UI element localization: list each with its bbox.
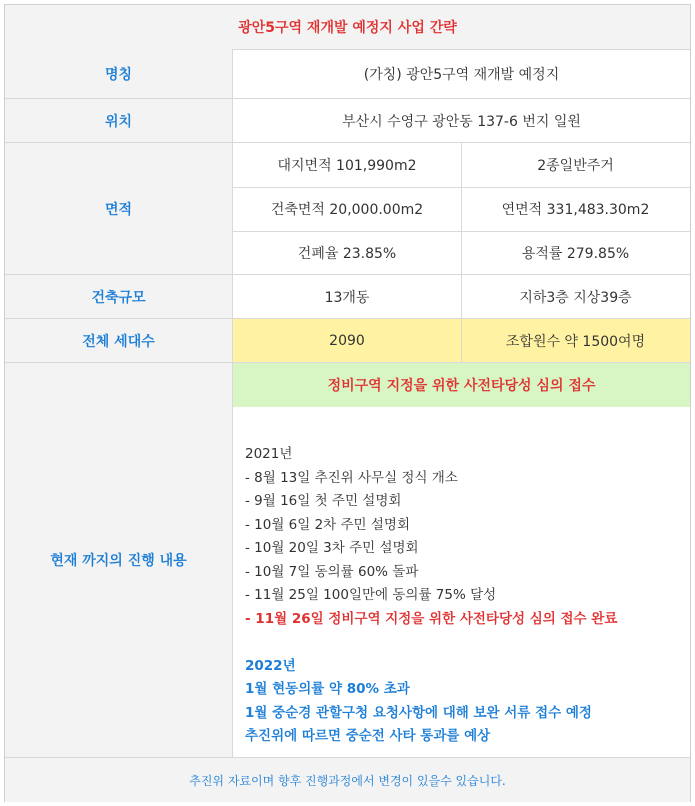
label-location: 위치 <box>5 99 233 142</box>
list-item: - 8월 13일 추진위 사무실 정식 개소 <box>245 469 458 486</box>
list-item: 추진위에 따르면 중순전 사타 통과를 예상 <box>245 728 491 744</box>
divider <box>461 275 462 319</box>
divider <box>233 231 690 232</box>
spacer <box>245 631 617 655</box>
label-area: 면적 <box>5 143 233 274</box>
list-item: 1월 현동의률 약 80% 초과 <box>245 681 410 697</box>
member-count: 조합원수 약 1500여명 <box>505 333 646 350</box>
list-item: - 11월 25일 100일만에 동의률 75% 달성 <box>245 587 497 603</box>
year-2022: 2022년 <box>245 657 296 674</box>
row-households <box>5 319 690 363</box>
list-item: - 10월 6일 2차 주민 설명회 <box>245 516 411 533</box>
floor-count: 지하3층 지상39층 <box>519 290 632 306</box>
year-2021: 2021년 <box>245 446 293 462</box>
floor-area-ratio: 용적률 279.85% <box>521 246 630 262</box>
zoning: 2종일반주거 <box>537 158 614 174</box>
row-area <box>5 143 690 275</box>
divider <box>461 319 462 362</box>
building-area: 건축면적 20,000.00m2 <box>270 202 424 218</box>
list-item: - 10월 20일 3차 주민 설명회 <box>245 540 419 556</box>
progress-headline: 정비구역 지정을 위한 사전타당성 심의 접수 <box>233 363 690 407</box>
label-households: 전체 세대수 <box>5 319 233 362</box>
label-name: 명칭 <box>5 49 233 98</box>
row-scale <box>5 275 690 319</box>
total-floor-area: 연면적 331,483.30m2 <box>501 202 650 218</box>
divider <box>233 187 690 188</box>
row-name <box>5 49 690 99</box>
value-name: (가칭) 광안5구역 재개발 예정지 <box>363 67 560 83</box>
coverage-ratio: 건폐율 23.85% <box>297 246 397 262</box>
highlight-item: - 11월 26일 정비구역 지정을 위한 사전타당성 심의 접수 완료 <box>245 610 618 627</box>
progress-details <box>245 443 617 749</box>
table-title: 광안5구역 재개발 예정지 사업 간략 <box>5 5 690 50</box>
label-progress: 현재 까지의 진행 내용 <box>5 363 233 757</box>
list-item: - 10월 7일 동의률 60% 돌파 <box>245 563 419 580</box>
list-item: 1월 중순경 관할구청 요청사항에 대해 보완 서류 접수 예정 <box>245 704 592 721</box>
value-location: 부산시 수영구 광안동 137-6 번지 일원 <box>342 114 581 130</box>
footer-note: 추진위 자료이며 향후 진행과정에서 변경이 있을수 있습니다. <box>5 757 690 802</box>
household-count: 2090 <box>329 332 365 349</box>
label-scale: 건축규모 <box>5 275 233 318</box>
project-summary-table <box>4 4 691 802</box>
list-item: - 9월 16일 첫 주민 설명회 <box>245 493 402 509</box>
row-location <box>5 99 690 143</box>
building-count: 13개동 <box>324 290 370 306</box>
divider <box>461 143 462 275</box>
land-area: 대지면적 101,990m2 <box>277 158 417 174</box>
